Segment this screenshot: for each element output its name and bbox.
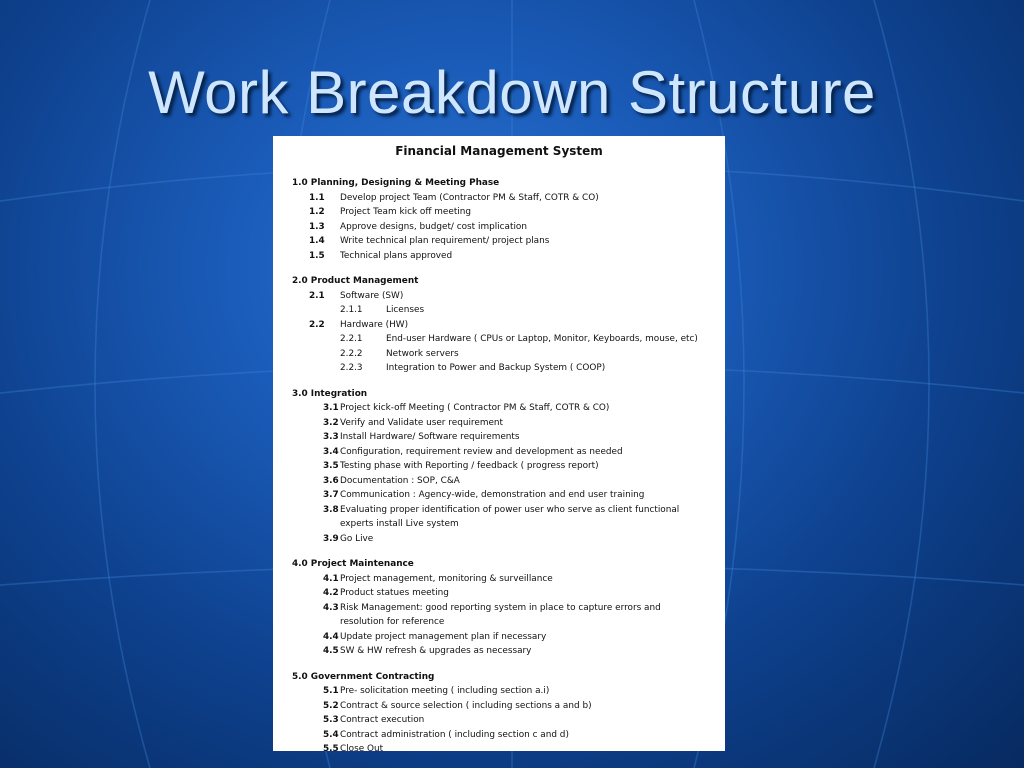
item-number: 3.5 bbox=[323, 461, 339, 471]
list-item bbox=[273, 289, 725, 304]
item-number: 4.2 bbox=[323, 588, 339, 598]
item-text: Licenses bbox=[386, 305, 425, 315]
item-text: Contract execution bbox=[340, 715, 425, 725]
item-number: 4.4 bbox=[323, 631, 339, 642]
list-item bbox=[273, 742, 725, 757]
list-item bbox=[273, 205, 725, 220]
item-number: 4.3 bbox=[323, 602, 339, 613]
section-heading: 2.0 Product Management bbox=[292, 276, 419, 286]
item-text: Verify and Validate user requirement bbox=[340, 417, 504, 428]
item-text: experts install Live system bbox=[340, 519, 459, 529]
wbs-document-image bbox=[273, 136, 725, 754]
list-item bbox=[273, 445, 725, 460]
list-item bbox=[273, 572, 725, 587]
item-text: Contract & source selection ( including sections a and b) bbox=[340, 700, 592, 711]
list-item bbox=[273, 318, 725, 333]
list-item bbox=[273, 459, 725, 474]
list-item bbox=[273, 728, 725, 743]
list-item bbox=[273, 488, 725, 503]
item-text: Product statues meeting bbox=[340, 588, 449, 598]
item-number: 1.2 bbox=[309, 207, 325, 217]
item-text: Software (SW) bbox=[340, 290, 404, 301]
item-text: Project Team kick off meeting bbox=[340, 207, 472, 217]
list-item bbox=[273, 401, 725, 416]
list-item-continuation bbox=[273, 615, 725, 630]
item-number: 2.1 bbox=[309, 290, 325, 301]
item-text: Testing phase with Reporting / feedback ( progress report) bbox=[340, 461, 599, 471]
section-project-maintenance bbox=[273, 557, 725, 659]
item-number: 3.1 bbox=[323, 403, 339, 413]
item-text: Close Out bbox=[340, 744, 384, 754]
item-number: 2.2.1 bbox=[340, 334, 363, 344]
item-text: Pre- solicitation meeting ( including section a.i) bbox=[340, 686, 550, 696]
item-text: Contract administration ( including section c and d) bbox=[340, 729, 569, 740]
item-number: 3.9 bbox=[323, 533, 339, 544]
item-text: Project kick-off Meeting ( Contractor PM & Staff, COTR & CO) bbox=[340, 403, 610, 413]
item-text: Go Live bbox=[340, 533, 374, 544]
item-number: 5.1 bbox=[323, 686, 339, 696]
list-item bbox=[273, 249, 725, 264]
item-number: 4.5 bbox=[323, 646, 339, 656]
list-item bbox=[273, 191, 725, 206]
list-item bbox=[273, 699, 725, 714]
item-number: 3.4 bbox=[323, 446, 339, 457]
section-integration bbox=[273, 387, 725, 547]
section-product-management bbox=[273, 274, 725, 376]
section-government-contracting bbox=[273, 670, 725, 757]
item-number: 2.2.2 bbox=[340, 348, 363, 359]
list-item bbox=[273, 630, 725, 645]
item-number: 4.1 bbox=[323, 573, 339, 584]
item-text: resolution for reference bbox=[340, 617, 445, 627]
item-text: Hardware (HW) bbox=[340, 319, 409, 330]
item-number: 5.4 bbox=[323, 729, 339, 740]
item-number: 1.3 bbox=[309, 221, 325, 232]
list-subitem bbox=[273, 347, 725, 362]
slide-title: Work Breakdown Structure bbox=[148, 59, 876, 126]
item-text: Project management, monitoring & surveillance bbox=[340, 573, 553, 584]
item-number: 2.1.1 bbox=[340, 305, 363, 315]
section-heading: 4.0 Project Maintenance bbox=[292, 559, 414, 569]
section-heading: 5.0 Government Contracting bbox=[292, 671, 435, 682]
item-number: 3.3 bbox=[323, 432, 339, 442]
item-number: 1.1 bbox=[309, 192, 325, 203]
item-text: Documentation : SOP, C&A bbox=[340, 475, 460, 486]
item-number: 3.8 bbox=[323, 504, 339, 515]
item-text: Communication : Agency-wide, demonstration and end user training bbox=[340, 490, 645, 500]
item-text: SW & HW refresh & upgrades as necessary bbox=[340, 646, 532, 656]
item-number: 3.6 bbox=[323, 475, 339, 486]
item-number: 5.3 bbox=[323, 715, 339, 725]
item-text: Write technical plan requirement/ project plans bbox=[340, 236, 550, 246]
list-item bbox=[273, 601, 725, 616]
list-item bbox=[273, 684, 725, 699]
list-item bbox=[273, 234, 725, 249]
list-subitem bbox=[273, 361, 725, 376]
item-number: 5.2 bbox=[323, 700, 339, 711]
item-text: End-user Hardware ( CPUs or Laptop, Monitor, Keyboards, mouse, etc) bbox=[386, 334, 698, 344]
item-number: 3.2 bbox=[323, 417, 339, 428]
list-item bbox=[273, 416, 725, 431]
item-number: 2.2 bbox=[309, 319, 325, 330]
item-text: Risk Management: good reporting system in place to capture errors and bbox=[340, 602, 661, 613]
list-item bbox=[273, 474, 725, 489]
item-number: 3.7 bbox=[323, 490, 339, 500]
item-number: 2.2.3 bbox=[340, 363, 363, 373]
document-title: Financial Management System bbox=[395, 144, 603, 158]
list-item bbox=[273, 644, 725, 659]
item-number: 1.5 bbox=[309, 250, 325, 261]
section-planning bbox=[273, 176, 725, 263]
list-item bbox=[273, 430, 725, 445]
list-subitem bbox=[273, 332, 725, 347]
item-text: Approve designs, budget/ cost implication bbox=[340, 221, 527, 232]
item-number: 1.4 bbox=[309, 236, 325, 246]
list-item bbox=[273, 503, 725, 518]
section-heading: 1.0 Planning, Designing & Meeting Phase bbox=[292, 178, 500, 188]
list-item bbox=[273, 532, 725, 547]
list-item bbox=[273, 713, 725, 728]
list-item bbox=[273, 220, 725, 235]
item-text: Network servers bbox=[386, 348, 459, 359]
item-text: Configuration, requirement review and development as needed bbox=[340, 446, 623, 457]
list-item bbox=[273, 586, 725, 601]
item-text: Evaluating proper identification of power user who serve as client functional bbox=[340, 504, 680, 515]
list-item-continuation bbox=[273, 517, 725, 532]
item-text: Update project management plan if necessary bbox=[340, 631, 547, 642]
item-text: Integration to Power and Backup System ( COOP) bbox=[386, 363, 606, 373]
list-subitem bbox=[273, 303, 725, 318]
section-heading: 3.0 Integration bbox=[292, 388, 368, 399]
item-number: 5.5 bbox=[323, 744, 339, 754]
item-text: Install Hardware/ Software requirements bbox=[340, 432, 520, 442]
item-text: Technical plans approved bbox=[340, 250, 453, 261]
item-text: Develop project Team (Contractor PM & Staff, COTR & CO) bbox=[340, 192, 599, 203]
